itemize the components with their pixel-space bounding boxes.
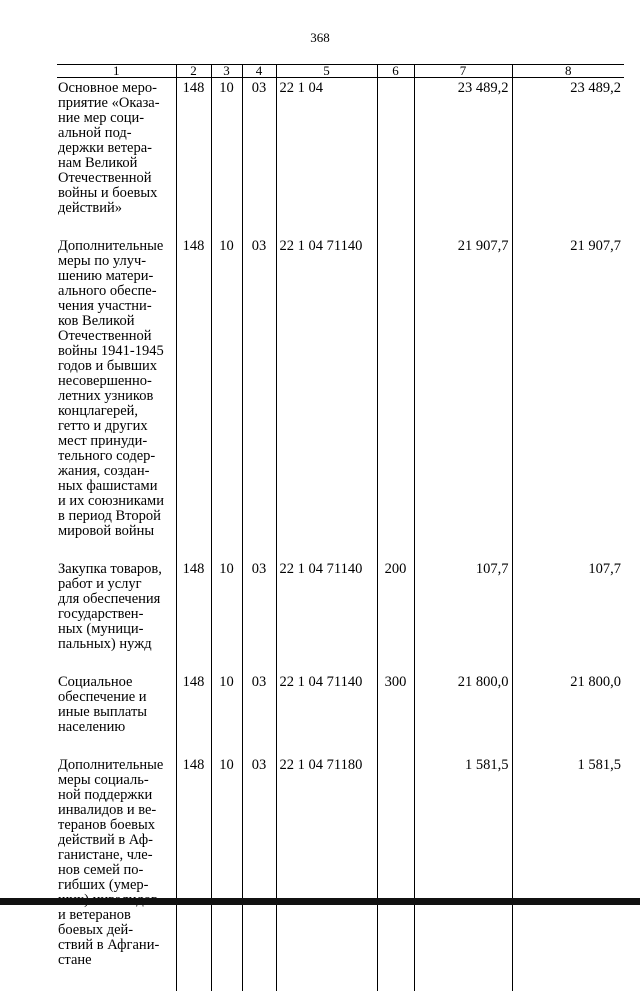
table-row (57, 559, 624, 652)
row-spacer (57, 216, 624, 236)
row-col-2: 148 (176, 755, 211, 968)
row-col-2: 148 (176, 672, 211, 735)
row-col-5: 22 1 04 71140 (276, 672, 377, 735)
table-row (57, 672, 624, 735)
row-col-5: 22 1 04 71140 (276, 236, 377, 539)
row-name: Социальное обеспечение и иные выплаты населению (57, 672, 176, 735)
budget-table (57, 64, 624, 991)
row-col-4: 03 (242, 755, 276, 968)
row-name: Основное меро- приятие «Оказа- ние мер соци- альной под- держки ветера- нам Великой Отечественной войны и боевых действий» (57, 78, 176, 217)
row-col-7: 23 489,2 (414, 78, 512, 217)
row-col-7: 21 800,0 (414, 672, 512, 735)
header-col-5: 5 (276, 65, 377, 78)
header-col-8: 8 (512, 65, 624, 78)
row-col-7: 21 907,7 (414, 236, 512, 539)
row-name: Закупка товаров, работ и услуг для обеспечения государствен- ных (муници- пальных) нужд (57, 559, 176, 652)
page-number: 368 (310, 30, 330, 45)
row-col-6 (377, 755, 414, 968)
row-col-6: 200 (377, 559, 414, 652)
row-col-3: 10 (211, 755, 242, 968)
row-name: Дополнительные меры социаль- ной поддержки инвалидов и ве- теранов боевых действий в Аф- ганистане, чле- нов семей по- гибших (умер- и ветеранов боевых дей- ствий в Афгани- стане (57, 755, 176, 968)
header-col-7: 7 (414, 65, 512, 78)
header-col-4: 4 (242, 65, 276, 78)
row-col-4: 03 (242, 672, 276, 735)
row-col-5: 22 1 04 71140 (276, 559, 377, 652)
row-spacer (57, 652, 624, 672)
header-col-3: 3 (211, 65, 242, 78)
row-col-4: 03 (242, 559, 276, 652)
row-col-8: 23 489,2 (512, 78, 624, 217)
row-col-5: 22 1 04 71180 (276, 755, 377, 968)
row-col-2: 148 (176, 559, 211, 652)
row-spacer (57, 735, 624, 755)
header-row (57, 65, 624, 78)
row-col-4: 03 (242, 78, 276, 217)
row-spacer (57, 539, 624, 559)
row-col-8: 1 581,5 (512, 755, 624, 968)
row-col-4: 03 (242, 236, 276, 539)
row-col-2: 148 (176, 78, 211, 217)
table-row (57, 755, 624, 968)
row-col-8: 21 800,0 (512, 672, 624, 735)
row-col-6 (377, 78, 414, 217)
table-row (57, 236, 624, 539)
row-col-5: 22 1 04 (276, 78, 377, 217)
row-col-3: 10 (211, 78, 242, 217)
header-col-2: 2 (176, 65, 211, 78)
row-col-6: 300 (377, 672, 414, 735)
row-col-8: 21 907,7 (512, 236, 624, 539)
table-row (57, 78, 624, 217)
row-spacer (57, 968, 624, 991)
row-name: Дополнительные меры по улуч- шению матери- ального обеспе- чения участни- ков Великой Отечественной войны 1941-1945 годов и бывших несовершенно- летних узников концлагерей, гетто и других мест принуди- тельного содер- жания, создан- ных фашистами и их союзниками в период Второй мировой войны (57, 236, 176, 539)
row-col-3: 10 (211, 672, 242, 735)
header-col-6: 6 (377, 65, 414, 78)
header-col-1: 1 (57, 65, 176, 78)
row-col-6 (377, 236, 414, 539)
row-col-7: 1 581,5 (414, 755, 512, 968)
row-col-8: 107,7 (512, 559, 624, 652)
row-col-2: 148 (176, 236, 211, 539)
row-col-7: 107,7 (414, 559, 512, 652)
row-col-3: 10 (211, 236, 242, 539)
scan-edge (0, 898, 640, 905)
row-col-3: 10 (211, 559, 242, 652)
